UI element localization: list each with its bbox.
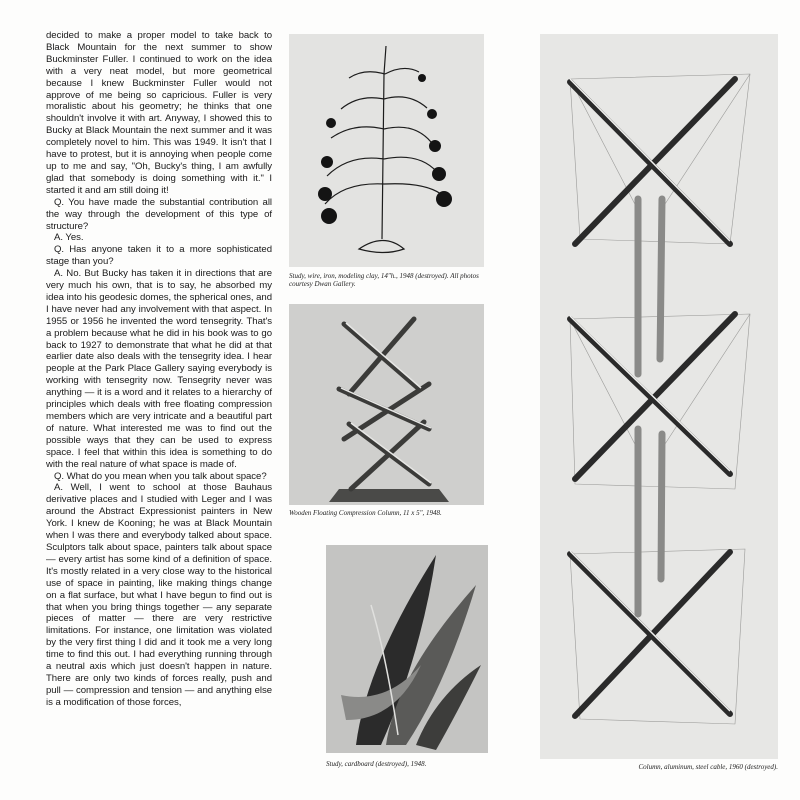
wooden-column-photo [289,304,484,505]
paragraph: Q. You have made the substantial contribution all the way through the development of this type of structure? [46,196,272,232]
aluminum-column-photo [540,34,778,759]
paragraph: A. Yes. [54,232,84,244]
cardboard-study-caption: Study, cardboard (destroyed), 1948. [326,760,427,768]
wooden-column-illustration [289,304,484,505]
aluminum-column-caption: Column, aluminum, steel cable, 1960 (destroyed). [638,763,778,771]
aluminum-column-illustration [540,34,778,759]
paragraph: decided to make a proper model to take back to Black Mountain for the next summer to show Buckminster Fuller. I continued to work on the idea with a very neat model, but more geometrical because I knew Buckminster Fuller would not approve of me being so capricious. Fuller is very moralistic about his geometry; he thinks that one shouldn't involve it with art. Anyway, I showed this to Bucky at Black Mountain the next summer and it was completely novel to him. This was 1949. It isn't that I have to protest, but it is annoying when people come up to me and say, "Oh, Bucky's thing, I am awfully glad that somebody is doing something with it." I started it and am still doing it! [46,30,272,196]
paragraph: A. No. But Bucky has taken it in directions that are very much his own, that is to say, he absorbed my idea into his geodesic domes, the spherical ones, and I have never had any involvement with that aspect. In 1955 or 1956 he invented the word tensegrity. That's a problem because what he did in his book was to go back to 1927 to demonstrate that what he did at that earlier date also deals with the tensegrity idea. I hear people at the Park Place Gallery saying everybody is working with tensegrity now. Tensegrity never was anything — it is a word and it relates to a hierarchy of principles which deals with free floating compression members which are very intricate and a beautiful part of nature. What interested me was to find out the possible ways that they can be used to express space. I feel that within this idea is something to do with the real nature of what space is made of. [46,268,272,470]
cardboard-study-photo [326,545,488,753]
wire-study-caption: Study, wire, iron, modeling clay, 14"h., 1948 (destroyed). All photos courtesy Dwan Gallery. [289,272,479,289]
cardboard-study-illustration [326,545,488,753]
paragraph: Q. What do you mean when you talk about space? [54,470,267,482]
wire-study-illustration [289,34,484,267]
paragraph: A. Well, I went to school at those Bauhaus derivative places and I studied with Leger and I was around the Abstract Expressionist painters in New York. I knew de Kooning; he was at Black Mountain when I was there and everybody talked about space. Sculptors talk about space, painters talk about space — every artist has some kind of a definition of space. It's mostly related in a very close way to the historical use of space in painting, like making things change on a flat surface, but what I have begun to find out is that when you bring things together — any separate pieces of matter — there are very restrictive limitations. For instance, one limitation was violated by the very first thing I did and it took me a very long time to find this out. I had everything running through a neutral axis which just doesn't happen in nature. There are only two kinds of forces really, push and pull — compression and tension — and anything else is a modification of those forces, [46,482,272,708]
wire-study-photo [289,34,484,267]
interview-text-column [46,30,272,709]
paragraph: Q. Has anyone taken it to a more sophisticated stage than you? [46,244,272,268]
wooden-column-caption: Wooden Floating Compression Column, 11 x 5", 1948. [289,509,442,517]
